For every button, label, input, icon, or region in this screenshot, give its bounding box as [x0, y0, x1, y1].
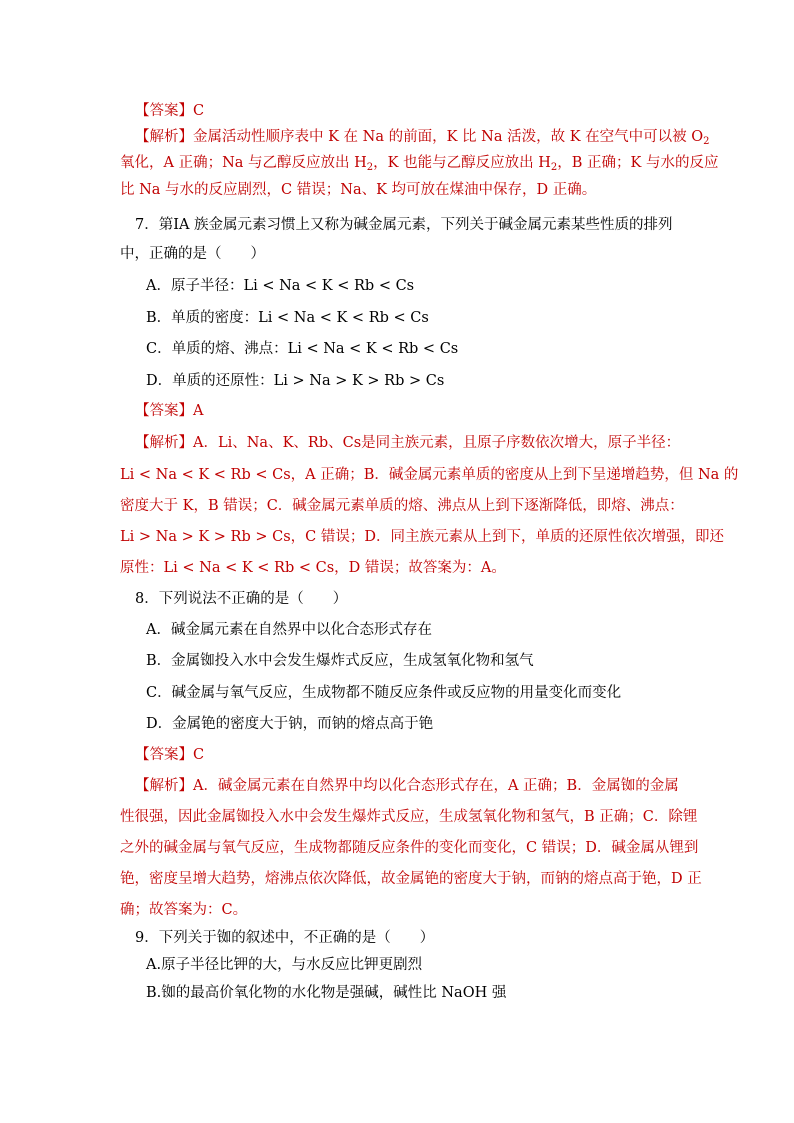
analysis-text: A．Li、Na、K、Rb、Cs是同主族元素，且原子序数依次增大，原子半径：	[193, 435, 681, 451]
q6-answer	[135, 101, 204, 121]
q8-stem: 8．下列说法不正确的是（ ）	[135, 591, 348, 607]
analysis-label: 【解析】	[135, 435, 193, 451]
q8-answer	[135, 745, 204, 765]
subscript: 2	[703, 136, 710, 147]
subscript: 2	[366, 162, 374, 173]
q7-analysis-line-5: 原性：Li < Na < K < Rb < Cs，D 错误；故答案为：A。	[120, 560, 506, 576]
q8-option-c: C．碱金属与氧气反应，生成物都不随反应条件或反应物的用量变化而变化	[146, 685, 622, 701]
answer-value: C	[193, 103, 205, 119]
q7-option-a: A．原子半径：Li < Na < K < Rb < Cs	[146, 278, 415, 294]
answer-label: 【答案】	[135, 747, 193, 763]
q6-analysis-line-2	[120, 153, 718, 173]
q8-analysis-line-2: 性很强，因此金属铷投入水中会发生爆炸式反应，生成氢氧化物和氢气，B 正确；C．除锂	[120, 809, 698, 825]
q9-option-b: B.铷的最高价氧化物的水化物是强碱，碱性比 NaOH 强	[146, 985, 507, 1001]
q7-stem-line-2: 中，正确的是（ ）	[120, 246, 265, 262]
q8-option-d: D．金属铯的密度大于钠，而钠的熔点高于铯	[146, 716, 434, 732]
answer-label: 【答案】	[135, 403, 193, 419]
q8-option-b: B．金属铷投入水中会发生爆炸式反应，生成氢氧化物和氢气	[146, 653, 534, 669]
q9-stem: 9．下列关于铷的叙述中，不正确的是（ ）	[135, 930, 435, 946]
analysis-text: A．碱金属元素在自然界中均以化合态形式存在，A 正确；B．金属铷的金属	[193, 778, 679, 794]
q8-option-a: A．碱金属元素在自然界中以化合态形式存在	[146, 622, 432, 638]
q7-analysis-line-2: Li < Na < K < Rb < Cs，A 正确；B．碱金属元素单质的密度从上到下呈递增趋势，但 Na 的	[120, 467, 739, 483]
analysis-label: 【解析】	[135, 778, 193, 794]
q6-analysis-line-3: 比 Na 与水的反应剧烈，C 错误；Na、K 均可放在煤油中保存，D 正确。	[120, 182, 597, 198]
analysis-label: 【解析】	[135, 129, 193, 145]
analysis-text: 氧化，A 正确；Na 与乙醇反应放出 H	[120, 155, 367, 171]
q9-option-a: A.原子半径比钾的大，与水反应比钾更剧烈	[146, 957, 423, 973]
q7-answer	[135, 401, 203, 421]
q8-analysis-line-1	[135, 776, 679, 796]
q7-analysis-line-4: Li > Na > K > Rb > Cs，C 错误；D．同主族元素从上到下，单质的还原性依次增强，即还	[120, 529, 724, 545]
q8-analysis-line-3: 之外的碱金属与氧气反应，生成物都随反应条件的变化而变化，C 错误；D．碱金属从锂到	[120, 840, 699, 856]
answer-value: C	[193, 747, 205, 763]
q8-analysis-line-4: 铯，密度呈增大趋势，熔沸点依次降低，故金属铯的密度大于钠，而钠的熔点高于铯，D 正	[120, 871, 702, 887]
q8-analysis-line-5: 确；故答案为：C。	[120, 902, 248, 918]
analysis-text: 金属活动性顺序表中 K 在 Na 的前面，K 比 Na 活泼，故 K 在空气中可以被 O	[193, 129, 704, 145]
q7-option-c: C．单质的熔、沸点：Li < Na < K < Rb < Cs	[146, 341, 459, 357]
q7-analysis-line-3: 密度大于 K，B 错误；C．碱金属元素单质的熔、沸点从上到下逐渐降低，即熔、沸点：	[120, 498, 684, 514]
subscript: 2	[550, 162, 558, 173]
q7-option-b: B．单质的密度：Li < Na < K < Rb < Cs	[146, 310, 429, 326]
analysis-text: ，K 也能与乙醇反应放出 H	[373, 155, 551, 171]
q6-analysis-line-1	[135, 127, 710, 147]
answer-value: A	[193, 403, 204, 419]
q7-analysis-line-1	[135, 433, 680, 453]
q7-stem-line-1: 7．第ⅠA 族金属元素习惯上又称为碱金属元素，下列关于碱金属元素某些性质的排列	[135, 217, 673, 233]
q7-option-d: D．单质的还原性：Li > Na > K > Rb > Cs	[146, 373, 445, 389]
analysis-text: ，B 正确；K 与水的反应	[557, 155, 719, 171]
answer-label: 【答案】	[135, 103, 193, 119]
